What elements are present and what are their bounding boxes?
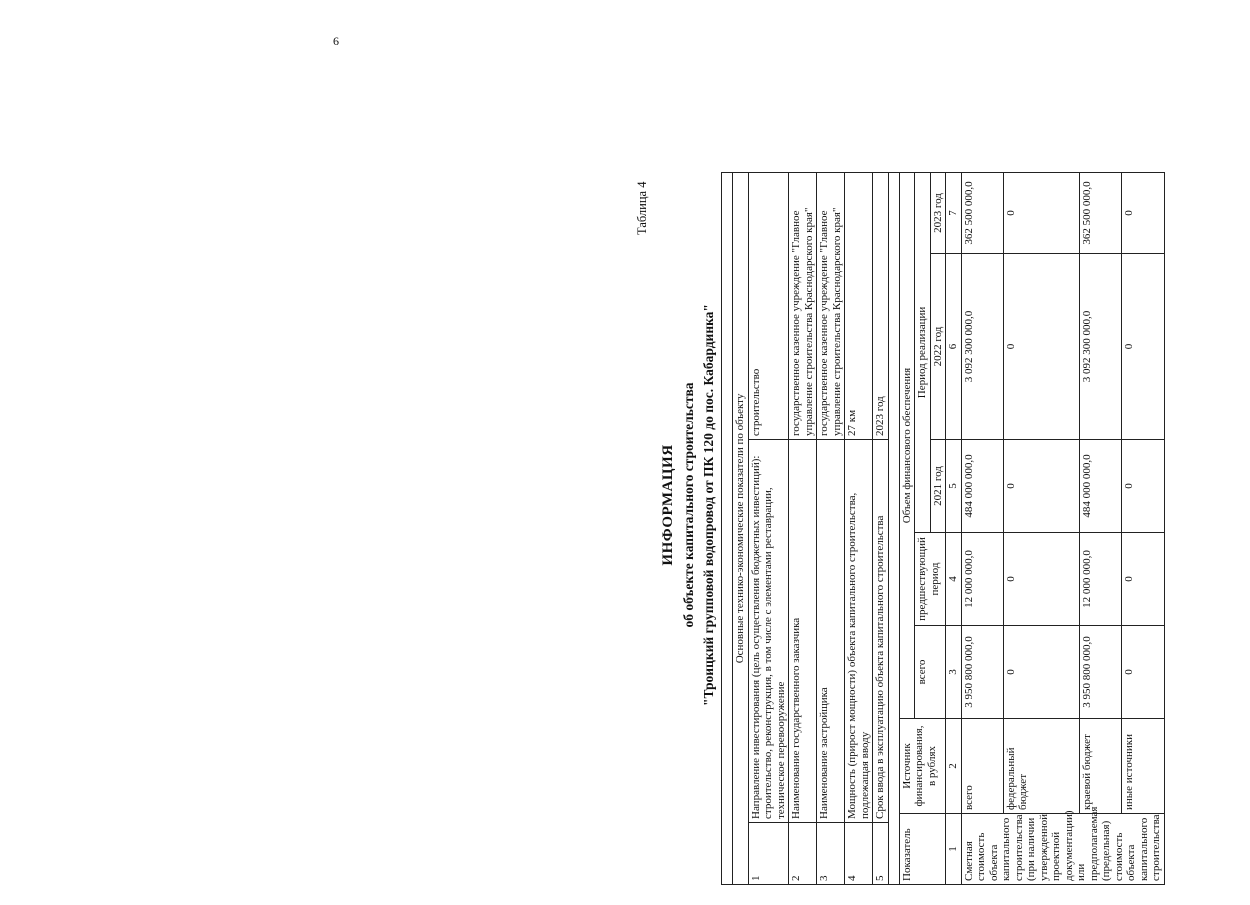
volume-header: Объем финансового обеспечения <box>899 172 915 718</box>
row-number: 3 <box>817 823 845 885</box>
y2023-cell: 362 500 000,0 <box>1080 172 1122 253</box>
info-row <box>817 172 845 884</box>
object-name: "Троицкий групповой водопровод от ПК 120 до пос. Кабардинка" <box>701 304 716 706</box>
y2022-cell: 0 <box>1003 254 1079 440</box>
info-row <box>748 172 789 884</box>
indicator-header: Показатель <box>899 814 946 885</box>
year-2021-header: 2021 год <box>930 440 946 533</box>
col-number: 3 <box>946 626 962 719</box>
year-2023-header: 2023 год <box>930 172 946 253</box>
y2023-cell: 0 <box>1003 172 1079 253</box>
finance-row <box>1080 172 1122 884</box>
info-row <box>845 172 873 884</box>
finance-row <box>961 172 1003 884</box>
indicator-label: Сметная стоимость объекта капитального строительства (при наличии утвержденной проектной документации) или предполагаемая (предельная) стоимость объекта капитального строительства <box>961 814 1164 885</box>
info-row <box>789 172 817 884</box>
total-header: всего <box>915 626 946 719</box>
row-number: 4 <box>845 823 873 885</box>
total-cell: 3 950 800 000,0 <box>1080 626 1122 719</box>
row-number: 1 <box>748 823 789 885</box>
finance-header-row <box>899 172 915 884</box>
y2021-cell: 0 <box>1122 440 1164 533</box>
row-value: государственное казенное учреждение "Главное управление строительства Краснодарского края" <box>817 172 845 439</box>
row-number: 2 <box>789 823 817 885</box>
year-2022-header: 2022 год <box>930 254 946 440</box>
table-label: Таблица 4 <box>635 181 649 235</box>
y2022-cell: 0 <box>1122 254 1164 440</box>
prev-cell: 12 000 000,0 <box>961 533 1003 626</box>
col-number: 5 <box>946 440 962 533</box>
y2023-cell: 0 <box>1122 172 1164 253</box>
page-number: 6 <box>333 34 339 48</box>
row-label: Наименование застройщика <box>817 440 845 823</box>
y2021-cell: 484 000 000,0 <box>1080 440 1122 533</box>
period-header: Период реализации <box>915 172 931 532</box>
finance-row <box>1003 172 1079 884</box>
row-number: 5 <box>873 823 889 885</box>
prev-cell: 0 <box>1003 533 1079 626</box>
col-number: 1 <box>946 814 962 885</box>
y2023-cell: 362 500 000,0 <box>961 172 1003 253</box>
document-title: ИНФОРМАЦИЯ <box>660 444 676 566</box>
y2022-cell: 3 092 300 000,0 <box>961 254 1003 440</box>
section-header-row <box>733 172 749 884</box>
mid-spacer-row <box>888 172 899 884</box>
col-number: 6 <box>946 254 962 440</box>
top-spacer-row <box>722 172 733 884</box>
col-number: 2 <box>946 719 962 814</box>
prev-cell: 0 <box>1122 533 1164 626</box>
row-label: Срок ввода в эксплуатацию объекта капитального строительства <box>873 440 889 823</box>
document-subtitle: об объекте капитального строительства <box>681 382 696 628</box>
total-cell: 3 950 800 000,0 <box>961 626 1003 719</box>
source-cell: краевой бюджет <box>1080 719 1122 814</box>
y2021-cell: 0 <box>1003 440 1079 533</box>
source-cell: иные источники <box>1122 719 1164 814</box>
y2021-cell: 484 000 000,0 <box>961 440 1003 533</box>
row-value: 2023 год <box>873 172 889 439</box>
info-table <box>721 172 1165 885</box>
prev-cell: 12 000 000,0 <box>1080 533 1122 626</box>
total-cell: 0 <box>1003 626 1079 719</box>
source-cell: федеральный бюджет <box>1003 719 1079 814</box>
row-value: 27 км <box>845 172 873 439</box>
rotated-page-content <box>630 125 1250 885</box>
y2022-cell: 3 092 300 000,0 <box>1080 254 1122 440</box>
row-value: государственное казенное учреждение "Главное управление строительства Краснодарского края" <box>789 172 817 439</box>
total-cell: 0 <box>1122 626 1164 719</box>
source-cell: всего <box>961 719 1003 814</box>
section-header: Основные технико-экономические показатели по объекту <box>733 172 749 884</box>
col-number: 4 <box>946 533 962 626</box>
row-value: строительство <box>748 172 789 439</box>
source-header: Источник финансирования, в рублях <box>899 719 946 814</box>
finance-row <box>1122 172 1164 884</box>
column-numbers-row <box>946 172 962 884</box>
row-label: Наименование государственного заказчика <box>789 440 817 823</box>
row-label: Мощность (прирост мощности) объекта капитального строительства, подлежащая вводу <box>845 440 873 823</box>
col-number: 7 <box>946 172 962 253</box>
info-row <box>873 172 889 884</box>
prev-period-header: предшествующий период <box>915 533 946 626</box>
row-label: Направление инвестирования (цель осуществления бюджетных инвестиций): строительство, реконструкция, в том числе с элементами реставрации, техническое перевооружение <box>748 440 789 823</box>
